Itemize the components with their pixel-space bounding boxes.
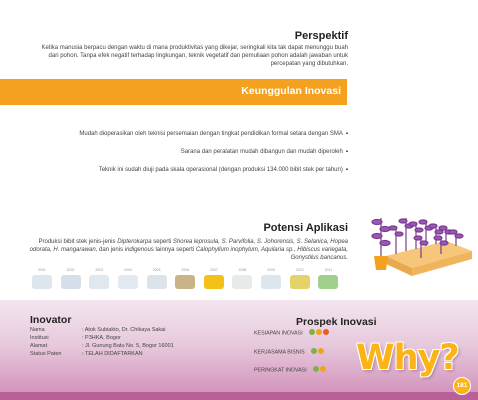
timeline-icon (118, 275, 138, 289)
table-row: Institusi : P3HKA, Bogor (30, 335, 121, 341)
list-item: Mudah dioperasikan oleh teknisi persemaian dengan tingkat pendidikan formal setara dengan SMA ▪ (79, 131, 348, 137)
timeline-year: 2005 (152, 268, 161, 272)
timeline-icon (261, 275, 281, 289)
timeline-item (202, 268, 226, 302)
timeline-icon (318, 275, 338, 289)
timeline-year: 2001 (38, 268, 46, 272)
potensi-text: Produksi bibit stek jenis-jenis Dipterokarpa seperti Shorea leprosula, S. Parvifolia, S. Johorensis, S. Selanica, Hopea odorata, H. mangarawan, dan jenis indigenous lainnya seperti Calophyllum inophylum, Aquilaria sp., Hibiscus variegata, Gonystilus bancanus. (29, 239, 348, 261)
timeline-icon (61, 275, 81, 289)
timeline-icon (290, 275, 310, 289)
timeline-icon (89, 275, 109, 289)
rating-icons (308, 329, 329, 337)
keunggulan-title: Keunggulan Inovasi (241, 85, 341, 97)
timeline-icon (175, 275, 195, 289)
timeline-year: 2007 (209, 268, 218, 272)
timeline-icon (204, 275, 224, 289)
list-item: Teknik ini sudah diuji pada skala operasional (dengan produksi 134.000 bibit stek per tahun) ▪ (98, 167, 348, 173)
potensi-title: Potensi Aplikasi (263, 222, 348, 234)
timeline-icon (147, 275, 167, 289)
timeline-year: 2002 (66, 268, 75, 272)
table-row: Status Paten : TELAH DIDAFTARKAN (30, 351, 143, 357)
table-row: Nama : Atok Subiakto, Dr. Chikaya Sakai (30, 327, 166, 333)
inovator-table (30, 326, 174, 358)
page-number: 181 (453, 377, 471, 395)
perspektif-title: Perspektif (294, 30, 348, 42)
timeline-year: 2009 (267, 268, 275, 272)
timeline (30, 268, 345, 302)
prospek-row: KESIAPAN INOVASI (254, 329, 329, 337)
table-row: Alamat : Jl. Gunung Batu No. 5, Bogor 16001 (30, 343, 174, 349)
footer-strip (0, 392, 478, 400)
timeline-item (116, 268, 140, 302)
list-item: Sarana dan peralatan mudah dibangun dan mudah diperoleh ▪ (180, 149, 348, 155)
rating-icons (310, 348, 324, 356)
keunggulan-list (18, 130, 348, 184)
timeline-item (30, 268, 54, 302)
prospek-title: Prospek Inovasi (296, 316, 377, 328)
prospek-row: PERINGKAT INOVASI (254, 366, 326, 374)
rating-icons (312, 366, 326, 374)
seedling-tray-illustration (366, 196, 476, 286)
timeline-icon (32, 275, 52, 289)
timeline-item (230, 268, 254, 302)
timeline-year: 2008 (238, 268, 247, 272)
timeline-item (145, 268, 169, 302)
timeline-year: 2011 (324, 268, 333, 272)
timeline-item (259, 268, 283, 302)
timeline-item (173, 268, 197, 302)
timeline-item (316, 268, 340, 302)
timeline-year: 2004 (124, 268, 132, 272)
keunggulan-banner (0, 79, 347, 105)
timeline-year: 2010 (295, 268, 304, 272)
timeline-item (288, 268, 312, 302)
timeline-year: 2006 (181, 268, 190, 272)
timeline-item (59, 268, 83, 302)
why-logo (356, 336, 468, 380)
timeline-icon (232, 275, 252, 289)
timeline-item (87, 268, 111, 302)
why-text: Why? (356, 338, 459, 378)
timeline-year: 2003 (95, 268, 104, 272)
perspektif-text: Ketika manusia berpacu dengan waktu di mana produktivitas yang dikejar, seringkali kita tak dapat menunggu buah dari pohon. Tanpa efek negatif terhadap lingkungan, teknik vegetatif dan pemuliaan pohon adalah jawaban untuk percepatan yang dibutuhkan. (41, 45, 348, 67)
inovator-title: Inovator (30, 314, 72, 326)
prospek-row: KERJASAMA BISNIS (254, 348, 324, 356)
